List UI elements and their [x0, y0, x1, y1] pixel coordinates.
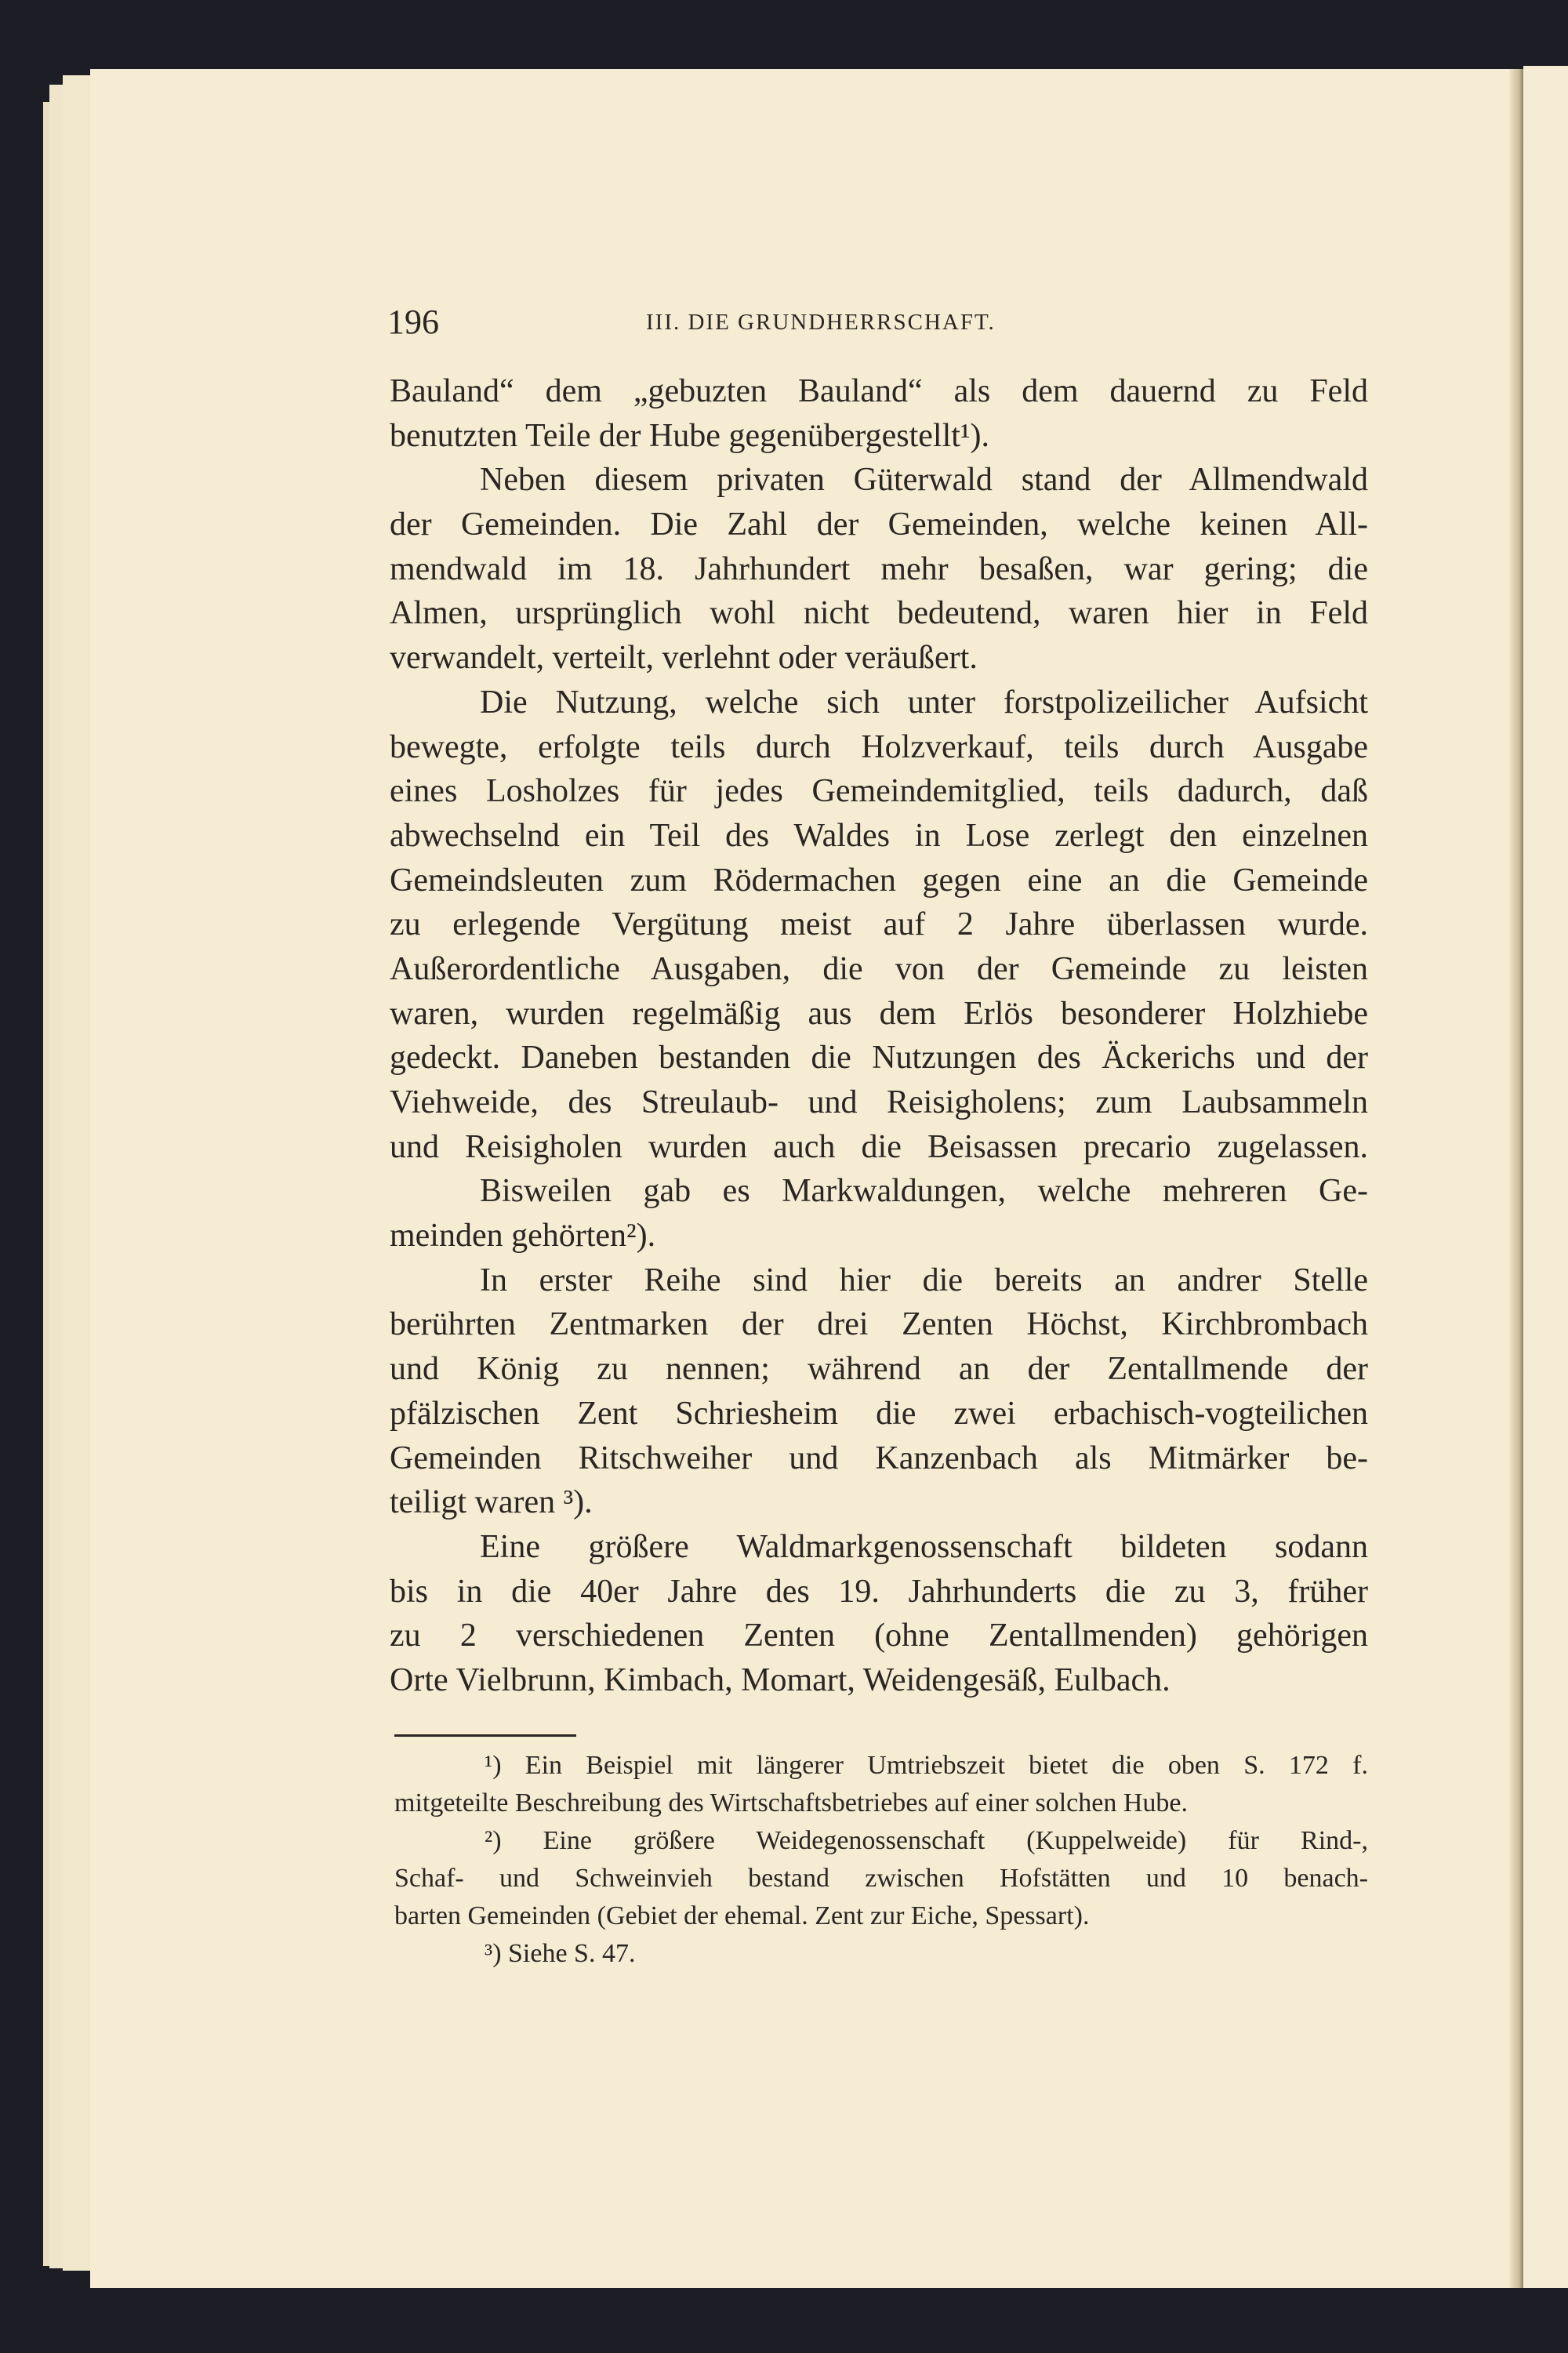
text-line: waren, wurden regelmäßig aus dem Erlös besonderer Holzhiebe: [390, 995, 1368, 1032]
text-line: Bauland“ dem „gebuzten Bauland“ als dem dauernd zu Feld: [390, 373, 1368, 409]
footnote-line: barten Gemeinden (Gebiet der ehemal. Zent zur Eiche, Spessart).: [394, 1901, 1090, 1930]
page-header: [387, 302, 1367, 341]
text-line: Die Nutzung, welche sich unter forstpolizeilicher Aufsicht: [480, 684, 1368, 721]
text-line: bis in die 40er Jahre des 19. Jahrhunderts die zu 3, früher: [390, 1573, 1368, 1610]
text-line: Eine größere Waldmarkgenossenschaft bildeten sodann: [480, 1528, 1368, 1565]
text-line: Viehweide, des Streulaub- und Reisigholens; zum Laubsammeln: [390, 1084, 1368, 1120]
text-line: pfälzischen Zent Schriesheim die zwei erbachisch-vogteilichen: [390, 1395, 1368, 1432]
text-line: zu 2 verschiedenen Zenten (ohne Zentallmenden) gehörigen: [390, 1618, 1368, 1654]
text-line: berührten Zentmarken der drei Zenten Höchst, Kirchbrombach: [390, 1306, 1368, 1343]
text-line: der Gemeinden. Die Zahl der Gemeinden, welche keinen All-: [390, 507, 1368, 543]
page-number: 196: [387, 303, 439, 341]
footnote-line: ¹) Ein Beispiel mit längerer Umtriebszeit bietet die oben S. 172 f.: [485, 1751, 1368, 1780]
footnote-line: ²) Eine größere Weidegenossenschaft (Kuppelweide) für Rind-,: [485, 1826, 1368, 1855]
text-line: bewegte, erfolgte teils durch Holzverkauf, teils durch Ausgabe: [390, 728, 1368, 765]
body-text: [390, 369, 1368, 1703]
text-line: benutzten Teile der Hube gegenübergestellt¹).: [390, 417, 989, 454]
text-line: meinden gehörten²).: [390, 1218, 656, 1255]
footnote-separator: [394, 1734, 576, 1737]
text-line: Orte Vielbrunn, Kimbach, Momart, Weidengesäß, Eulbach.: [390, 1661, 1171, 1698]
text-line: In erster Reihe sind hier die bereits an andrer Stelle: [480, 1262, 1368, 1298]
text-line: Gemeinden Ritschweiher und Kanzenbach als Mitmärker be-: [390, 1440, 1368, 1476]
text-line: und König zu nennen; während an der Zentallmende der: [390, 1351, 1368, 1388]
footnote-line: ³) Siehe S. 47.: [485, 1939, 636, 1968]
text-line: Außerordentliche Ausgaben, die von der Gemeinde zu leisten: [390, 950, 1368, 987]
text-line: mendwald im 18. Jahrhundert mehr besaßen, war gering; die: [390, 550, 1368, 587]
text-line: zu erlegende Vergütung meist auf 2 Jahre überlassen wurde.: [390, 906, 1368, 943]
book-spine-shadow: [1509, 69, 1523, 2288]
text-line: Neben diesem privaten Güterwald stand der Allmendwald: [480, 462, 1368, 499]
text-line: Almen, ursprünglich wohl nicht bedeutend, waren hier in Feld: [390, 595, 1368, 632]
text-line: verwandelt, verteilt, verlehnt oder veräußert.: [390, 640, 978, 677]
text-line: eines Losholzes für jedes Gemeindemitglied, teils dadurch, daß: [390, 773, 1368, 810]
running-title: III. DIE GRUNDHERRSCHAFT.: [646, 310, 996, 335]
text-line: und Reisigholen wurden auch die Beisassen precario zugelassen.: [390, 1128, 1368, 1165]
text-line: teiligt waren ³).: [390, 1484, 593, 1521]
text-line: gedeckt. Daneben bestanden die Nutzungen des Äckerichs und der: [390, 1040, 1368, 1077]
text-line: Bisweilen gab es Markwaldungen, welche mehreren Ge-: [480, 1173, 1368, 1210]
facing-page-edge: [1523, 66, 1568, 2288]
text-line: abwechselnd ein Teil des Waldes in Lose zerlegt den einzelnen: [390, 817, 1368, 854]
text-line: Gemeindsleuten zum Rödermachen gegen eine an die Gemeinde: [390, 862, 1368, 899]
footnote-line: mitgeteilte Beschreibung des Wirtschaftsbetriebes auf einer solchen Hube.: [394, 1788, 1188, 1817]
footnote-line: Schaf- und Schweinvieh bestand zwischen Hofstätten und 10 benach-: [394, 1864, 1368, 1893]
footnotes: [394, 1747, 1368, 1973]
